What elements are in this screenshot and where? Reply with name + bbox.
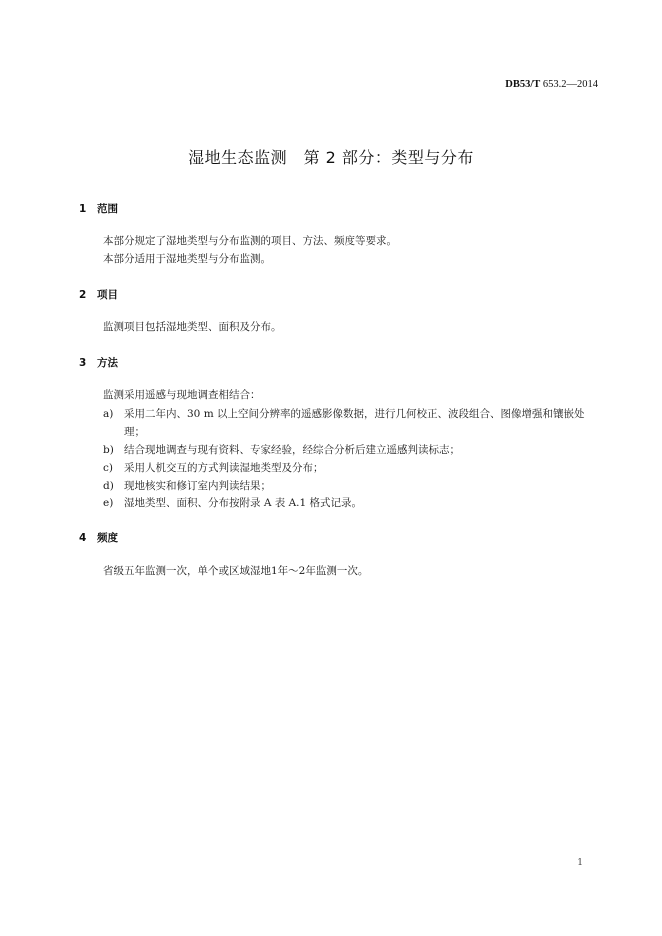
section-number: 4 xyxy=(79,532,87,544)
list-item xyxy=(103,494,603,512)
paragraph: 监测项目包括湿地类型、面积及分布。 xyxy=(103,321,282,333)
standard-code xyxy=(505,79,598,90)
list-text: 结合现地调查与现有资料、专家经验，经综合分析后建立遥感判读标志； xyxy=(124,444,460,456)
list-marker: b) xyxy=(103,444,114,456)
document-title: 湿地生态监测 第 2 部分：类型与分布 xyxy=(188,148,474,167)
section-4-heading xyxy=(79,530,118,545)
list-item xyxy=(103,405,603,441)
section-2-heading xyxy=(79,287,118,302)
list-marker: d) xyxy=(103,480,114,492)
section-3-heading xyxy=(79,355,118,370)
page-number: 1 xyxy=(577,858,583,868)
section-title: 频度 xyxy=(97,532,118,544)
list-item xyxy=(103,459,603,477)
list-item xyxy=(103,477,603,495)
standard-code-prefix: DB53/T xyxy=(505,79,541,90)
section-title: 范围 xyxy=(97,203,118,215)
list-marker: e) xyxy=(103,497,114,509)
list-text: 采用人机交互的方式判读湿地类型及分布； xyxy=(124,462,324,474)
section-1-heading xyxy=(79,201,118,216)
list-text: 湿地类型、面积、分布按附录 A 表 A.1 格式记录。 xyxy=(124,497,363,509)
list-marker: c) xyxy=(103,462,113,474)
list-marker: a) xyxy=(103,408,114,420)
section-number: 2 xyxy=(79,289,87,301)
paragraph: 监测采用遥感与现地调查相结合： xyxy=(103,389,261,401)
list-text: 采用二年内、30 m 以上空间分辨率的遥感影像数据，进行几何校正、波段组合、图像增强和镶嵌处理； xyxy=(124,408,585,438)
section-title: 项目 xyxy=(97,289,118,301)
standard-code-number: 653.2—2014 xyxy=(540,79,598,90)
paragraph: 本部分规定了湿地类型与分布监测的项目、方法、频度等要求。 xyxy=(103,235,397,247)
list-item xyxy=(103,441,603,459)
section-number: 1 xyxy=(79,203,87,215)
section-title: 方法 xyxy=(97,357,118,369)
paragraph: 省级五年监测一次，单个或区域湿地1年～2年监测一次。 xyxy=(103,565,369,577)
paragraph: 本部分适用于湿地类型与分布监测。 xyxy=(103,253,271,265)
section-number: 3 xyxy=(79,357,87,369)
list-text: 现地核实和修订室内判读结果； xyxy=(124,480,271,492)
